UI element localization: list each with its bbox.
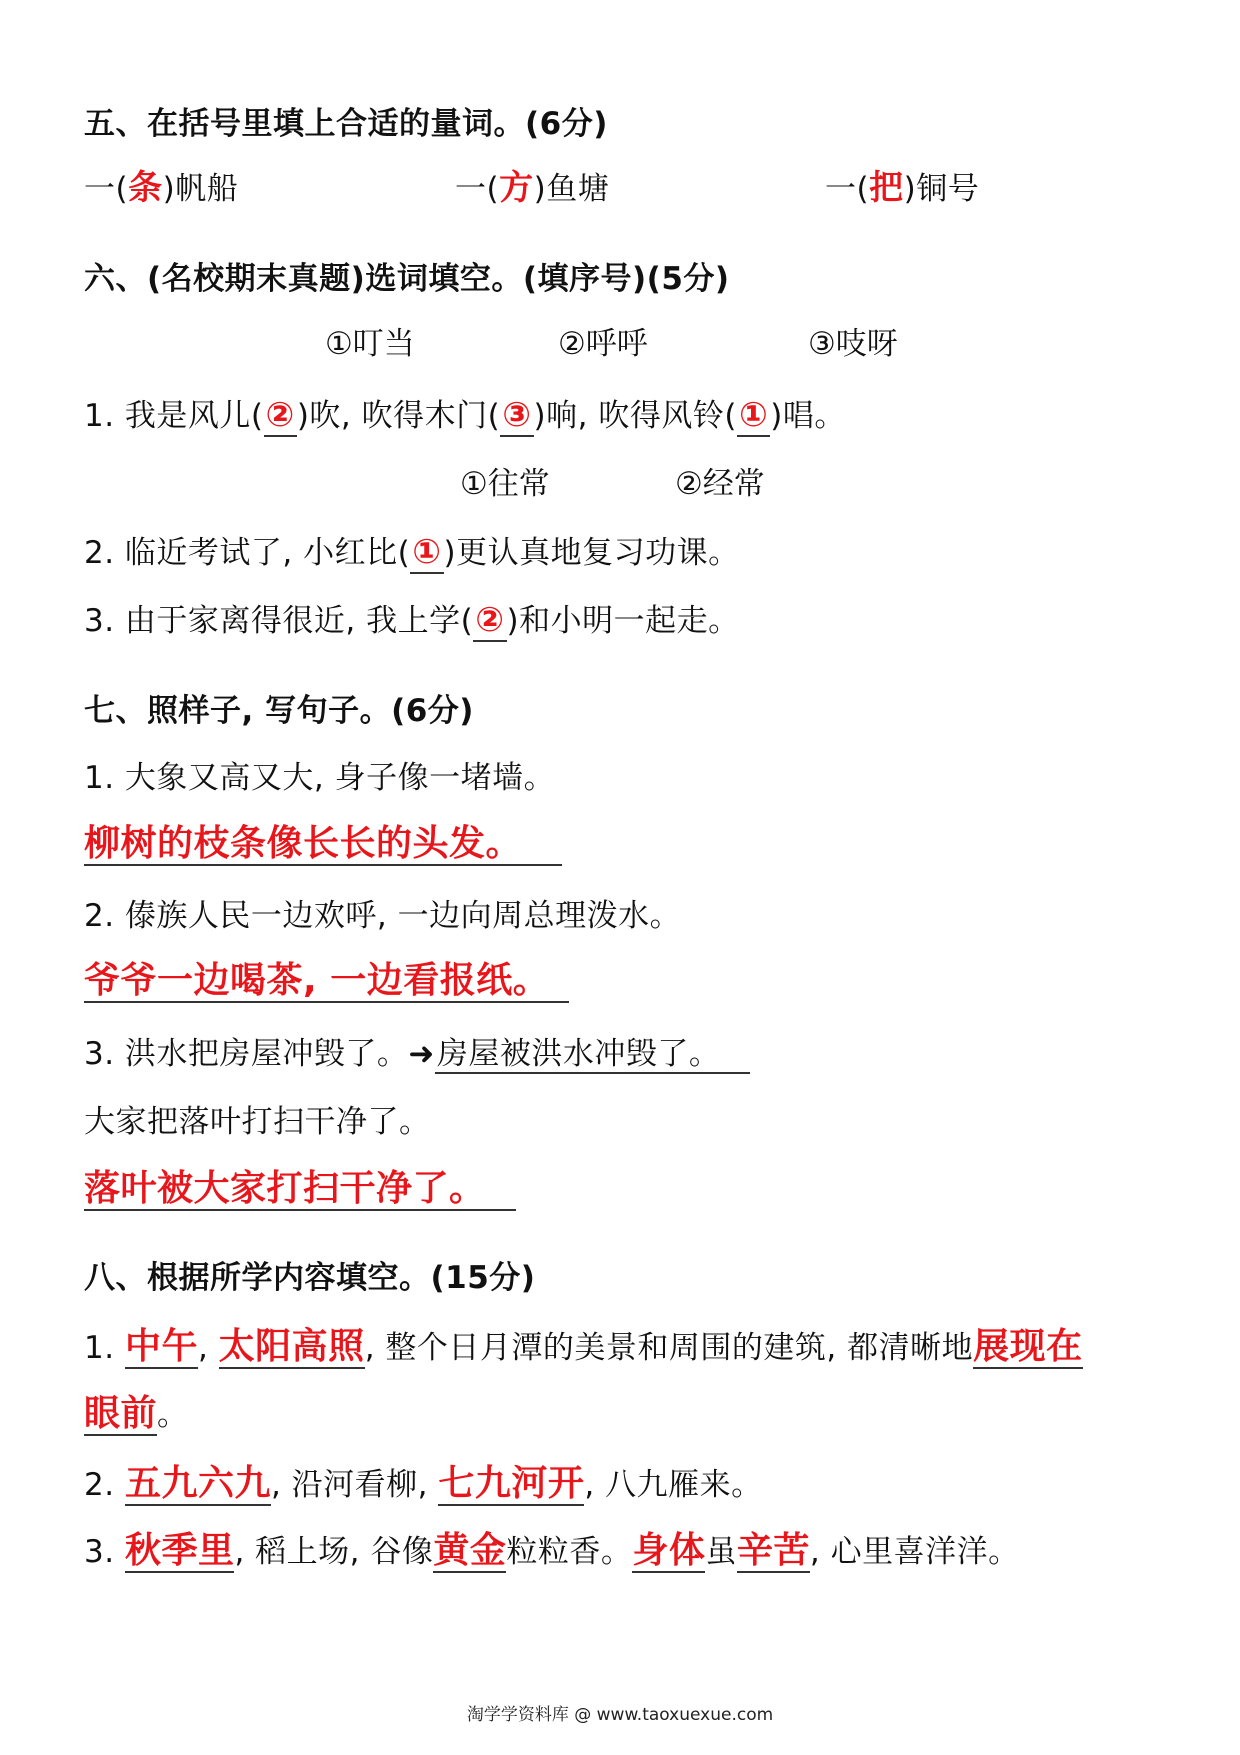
s5-item-1-post: )帆船	[162, 171, 239, 207]
s6-q3-text-2: )和小明一起走。	[506, 603, 740, 639]
s8-q1-answer-3b: 眼前	[84, 1393, 158, 1434]
s8-q2-text-2: , 八九雁来。	[584, 1467, 763, 1503]
s7-answer-2: 爷爷一边喝茶, 一边看报纸。	[84, 960, 569, 1003]
s8-q3-text-2: 粒粒香。	[506, 1534, 633, 1570]
s8-q2-text-1: , 沿河看柳,	[270, 1467, 439, 1503]
s6-question-3	[84, 595, 740, 640]
s8-question-1-cont	[84, 1385, 189, 1436]
s8-q3-text-3: 虽	[705, 1534, 737, 1570]
s5-item-3-pre: 一(	[825, 171, 870, 207]
s8-q1-text-2: , 整个日月潭的美景和周围的建筑, 都清晰地	[364, 1330, 974, 1366]
s8-question-1	[84, 1318, 1083, 1369]
s6-option-1c: ③吱呀	[808, 326, 898, 362]
s5-item-1-answer: 条	[128, 168, 163, 208]
s6-q3-answer: ②	[475, 600, 505, 640]
s8-q3-number: 3.	[84, 1534, 125, 1570]
s6-q2-text-2: )更认真地复习功课。	[443, 535, 740, 571]
s5-item-1	[84, 160, 238, 209]
s6-option-1b: ②呼呼	[558, 326, 648, 362]
s8-q1-answer-3a: 展现在	[973, 1326, 1083, 1367]
s7-answer-1-line	[84, 815, 562, 866]
section-7-title: 七、照样子, 写句子。(6分)	[84, 693, 474, 729]
section-6-title: 六、(名校期末真题)选词填空。(填序号)(5分)	[84, 261, 730, 297]
s5-item-1-pre: 一(	[84, 171, 129, 207]
s6-q1-answer-2: ③	[502, 395, 532, 435]
s7-q3-example: 房屋被洪水冲毁了。	[435, 1036, 751, 1074]
s8-question-3	[84, 1522, 1020, 1573]
s6-q1-text-1: 1. 我是风儿(	[84, 398, 264, 434]
s7-answer-1: 柳树的枝条像长长的头发。	[84, 823, 562, 866]
s6-question-1	[84, 390, 846, 435]
s8-q1-text-3: 。	[157, 1397, 189, 1433]
s6-q2-answer: ①	[412, 532, 442, 572]
s6-q1-answer-1: ②	[265, 395, 295, 435]
s5-item-3-post: )铜号	[903, 171, 980, 207]
s8-q2-answer-2: 七九河开	[438, 1463, 585, 1504]
s5-item-3-answer: 把	[869, 168, 904, 208]
s6-q3-text-1: 3. 由于家离得很近, 我上学(	[84, 603, 474, 639]
s8-q2-answer-1: 五九六九	[124, 1463, 271, 1504]
s5-item-2	[455, 160, 609, 209]
s8-q3-answer-2: 黄金	[433, 1530, 507, 1571]
s7-question-2: 2. 傣族人民一边欢呼, 一边向周总理泼水。	[84, 898, 682, 934]
s5-item-3	[825, 160, 979, 209]
s8-q1-number: 1.	[84, 1330, 125, 1366]
s8-q3-answer-3: 身体	[632, 1530, 706, 1571]
s7-question-3b: 大家把落叶打扫干净了。	[84, 1104, 431, 1140]
s6-q2-text-1: 2. 临近考试了, 小红比(	[84, 535, 411, 571]
page-footer: 淘学学资料库 @ www.taoxuexue.com	[466, 1705, 774, 1725]
s8-question-2	[84, 1455, 763, 1506]
section-8-title: 八、根据所学内容填空。(15分)	[84, 1260, 536, 1296]
s5-item-2-answer: 方	[499, 168, 534, 208]
s7-question-3	[84, 1028, 750, 1073]
s7-answer-3-line	[84, 1160, 516, 1211]
s7-question-1: 1. 大象又高又大, 身子像一堵墙。	[84, 760, 556, 796]
s8-q2-number: 2.	[84, 1467, 125, 1503]
s5-item-2-pre: 一(	[455, 171, 500, 207]
s6-option-1a: ①叮当	[325, 326, 415, 362]
s6-q1-answer-3: ①	[738, 395, 769, 435]
s8-q1-answer-1: 中午	[124, 1326, 198, 1367]
section-5-title: 五、在括号里填上合适的量词。(6分)	[84, 106, 608, 142]
s5-item-2-post: )鱼塘	[533, 171, 610, 207]
s8-q1-answer-2: 太阳高照	[218, 1326, 365, 1367]
s7-answer-3: 落叶被大家打扫干净了。	[84, 1168, 516, 1211]
s8-q1-text-1: ,	[197, 1330, 219, 1366]
s6-question-2	[84, 527, 740, 572]
s7-answer-2-line	[84, 952, 569, 1003]
s8-q3-text-1: , 稻上场, 谷像	[234, 1534, 434, 1570]
s8-q3-answer-4: 辛苦	[736, 1530, 810, 1571]
s6-q1-text-2: )吹, 吹得木门(	[296, 398, 501, 434]
s6-q1-text-3: )响, 吹得风铃(	[533, 398, 737, 434]
s6-option-2a: ①往常	[460, 466, 550, 502]
s8-q3-answer-1: 秋季里	[124, 1530, 235, 1571]
s8-q3-text-4: , 心里喜洋洋。	[809, 1534, 1020, 1570]
s6-option-2b: ②经常	[675, 466, 765, 502]
s6-q1-text-4: )唱。	[770, 398, 846, 434]
s7-q3-text: 3. 洪水把房屋冲毁了。➜	[84, 1036, 435, 1072]
